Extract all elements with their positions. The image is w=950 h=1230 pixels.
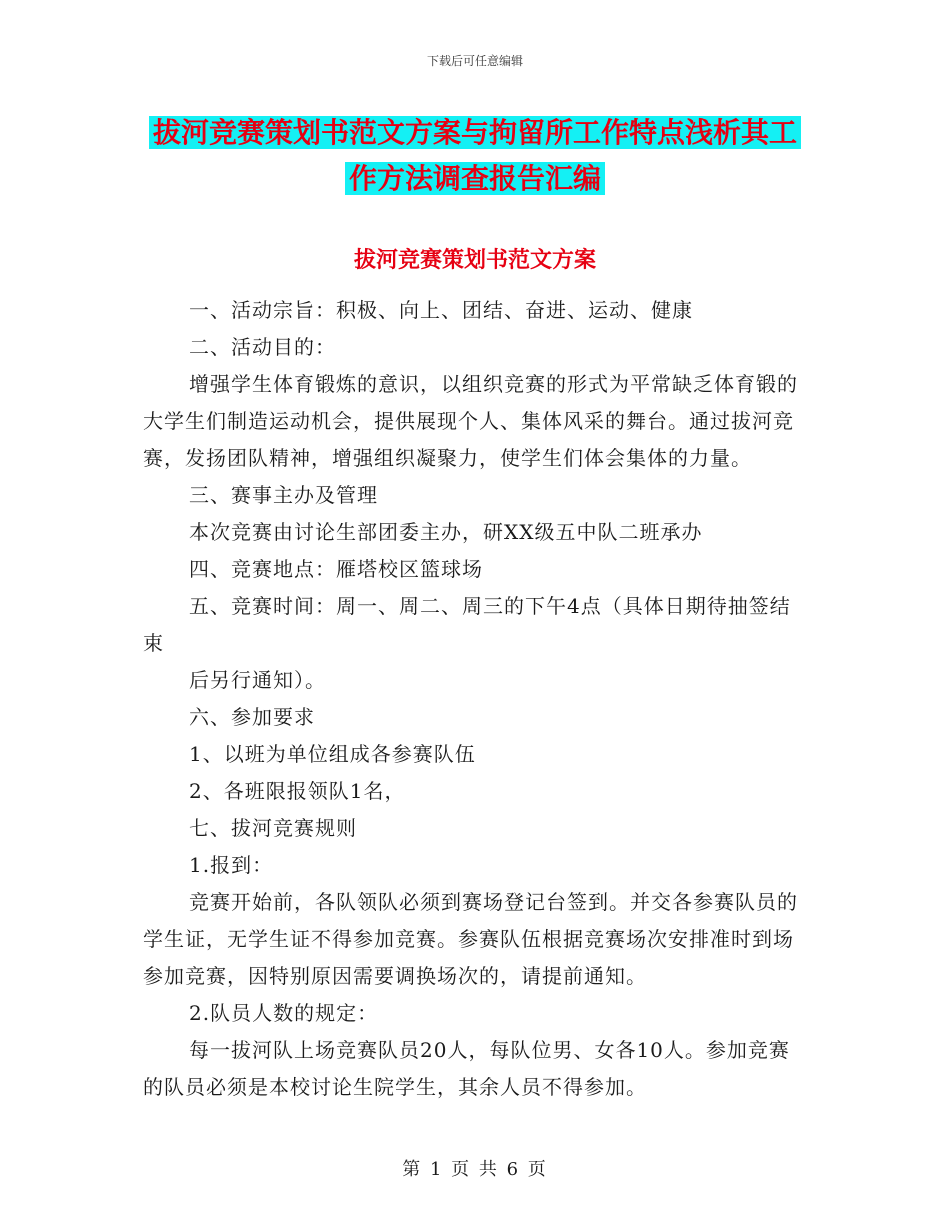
paragraph: 四、竞赛地点：雁塔校区篮球场 [189,557,483,581]
paragraph: 竞赛开始前，各队领队必须到赛场登记台签到。并交各参赛队员的学生证，无学生证不得参加竞赛。参赛队伍根据竞赛场次安排准时到场参加竞赛，因特别原因需要调换场次的，请提前通知。 [143,890,798,988]
paragraph: 二、活动目的： [189,335,336,359]
paragraph: 七、拔河竞赛规则 [189,816,357,840]
title-line-1: 拔河竞赛策划书范文方案与拘留所工作特点浅析其工 [149,116,801,149]
paragraph: 2.队员人数的规定： [189,1001,379,1025]
page-number: 第 1 页 共 6 页 [402,1159,548,1180]
paragraph: 五、竞赛时间：周一、周二、周三的下午4点（具体日期待抽签结束 [143,594,791,655]
document-body [143,292,808,1106]
paragraph: 三、赛事主办及管理 [189,483,378,507]
paragraph: 1、以班为单位组成各参赛队伍 [189,742,476,766]
paragraph: 六、参加要求 [189,705,315,729]
document-title [0,110,950,202]
paragraph: 2、各班限报领队1名， [189,779,406,803]
title-line-2: 作方法调查报告汇编 [345,162,605,195]
section-title: 拔河竞赛策划书范文方案 [353,247,596,273]
paragraph: 本次竞赛由讨论生部团委主办，研XX级五中队二班承办 [189,520,703,544]
paragraph: 每一拔河队上场竞赛队员20人，每队位男、女各10人。参加竞赛的队员必须是本校讨论生院学生，其余人员不得参加。 [143,1038,790,1099]
paragraph: 增强学生体育锻炼的意识，以组织竞赛的形式为平常缺乏体育锻的大学生们制造运动机会，提供展现个人、集体风采的舞台。通过拔河竞赛，发扬团队精神，增强组织凝聚力，使学生们体会集体的力量。 [143,372,798,470]
header-note: 下载后可任意编辑 [426,54,523,68]
paragraph: 1.报到： [189,853,274,877]
paragraph: 一、活动宗旨：积极、向上、团结、奋进、运动、健康 [189,298,693,322]
paragraph: 后另行通知）。 [189,668,326,692]
